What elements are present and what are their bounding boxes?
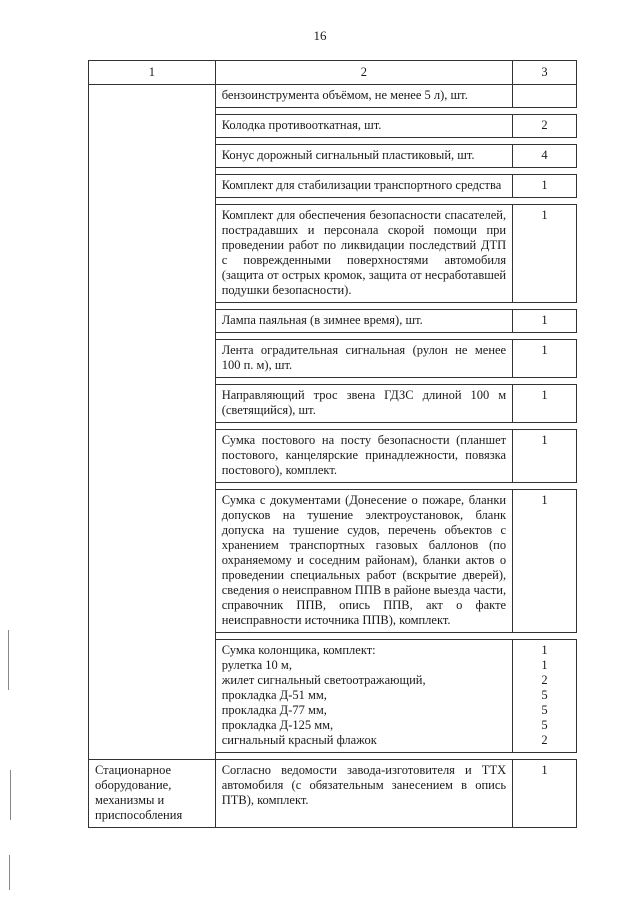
row-gap (215, 753, 512, 760)
row-gap (513, 423, 577, 430)
item-cell: Комплект для стабилизации транспортного средства (215, 175, 512, 198)
column-header-3: 3 (513, 61, 577, 85)
row-gap (215, 138, 512, 145)
row-gap (513, 303, 577, 310)
item-cell: Колодка противооткатная, шт. (215, 115, 512, 138)
equipment-table (88, 60, 577, 828)
qty-cell: 1 (513, 310, 577, 333)
row-gap (513, 378, 577, 385)
category-cell: Стационарное оборудование, механизмы и приспособления (89, 760, 216, 828)
kit-line: жилет сигнальный светоотражающий, (221, 673, 426, 687)
item-cell: Согласно ведомости завода-изготовителя и ТТХ автомобиля (с обязательным занесением в опись ПТВ), комплект. (215, 760, 512, 828)
row-gap (513, 753, 577, 760)
row-gap (513, 108, 577, 115)
margin-mark (8, 630, 9, 690)
row-gap (513, 198, 577, 205)
page-number: 16 (313, 28, 327, 43)
kit-qty-cell (513, 640, 577, 753)
row-gap (215, 108, 512, 115)
kit-qty: 5 (541, 718, 548, 732)
item-cell: бензоинструмента объёмом, не менее 5 л), шт. (215, 85, 512, 108)
row-gap (215, 168, 512, 175)
row-gap (215, 198, 512, 205)
row-gap (215, 423, 512, 430)
row-gap (215, 378, 512, 385)
qty-cell: 1 (513, 205, 577, 303)
row-gap (513, 333, 577, 340)
qty-cell: 1 (513, 175, 577, 198)
kit-qty: 2 (541, 733, 548, 747)
qty-cell: 1 (513, 430, 577, 483)
item-cell: Лента оградительная сигнальная (рулон не менее 100 п. м), шт. (215, 340, 512, 378)
row-gap (513, 633, 577, 640)
qty-cell (513, 85, 577, 108)
qty-cell: 1 (513, 340, 577, 378)
row-gap (215, 633, 512, 640)
row-gap (513, 168, 577, 175)
qty-cell: 1 (513, 385, 577, 423)
kit-line: сигнальный красный флажок (221, 733, 377, 747)
kit-qty: 1 (541, 643, 548, 657)
qty-cell: 1 (513, 490, 577, 633)
kit-item-cell (215, 640, 512, 753)
row-gap (215, 483, 512, 490)
column-header-2: 2 (215, 61, 512, 85)
kit-line: прокладка Д-51 мм, (221, 688, 327, 702)
kit-qty: 1 (541, 658, 548, 672)
item-cell: Конус дорожный сигнальный пластиковый, шт. (215, 145, 512, 168)
margin-mark (10, 770, 11, 820)
row-gap (215, 333, 512, 340)
qty-cell: 1 (513, 760, 577, 828)
item-cell: Лампа паяльная (в зимнее время), шт. (215, 310, 512, 333)
column-header-1: 1 (89, 61, 216, 85)
kit-line: прокладка Д-125 мм, (221, 718, 334, 732)
kit-line: прокладка Д-77 мм, (221, 703, 327, 717)
qty-cell: 4 (513, 145, 577, 168)
item-cell: Направляющий трос звена ГДЗС длиной 100 м (светящийся), шт. (215, 385, 512, 423)
item-cell: Сумка постового на посту безопасности (планшет постового, канцелярские принадлежности, повязка постового), комплект. (215, 430, 512, 483)
row-gap (513, 483, 577, 490)
kit-qty: 5 (541, 703, 548, 717)
kit-qty: 2 (541, 673, 548, 687)
item-cell: Сумка с документами (Донесение о пожаре, бланки допусков на тушение электроустановок, бланк допуска на тушение судов, перечень объектов с хранением транспортных газовых баллонов (по охраняемому и соседним районам), бланки актов о проведении специальных работ (вскрытие дверей), сведения о неисправном ППВ в районе выезда части, справочник ППВ, опись ППВ, акт о факте неисправности источника ППВ), комплект. (215, 490, 512, 633)
table-header-row (89, 61, 577, 85)
qty-cell: 2 (513, 115, 577, 138)
item-cell: Комплект для обеспечения безопасности спасателей, пострадавших и персонала скорой помощи при проведении работ по ликвидации последствий ДТП с поврежденными поверхностями автомобиля (защита от острых кромок, защита от несработавшей подушки безопасности). (215, 205, 512, 303)
kit-line: Сумка колонщика, комплект: (221, 643, 376, 657)
row-gap (215, 303, 512, 310)
kit-line: рулетка 10 м, (221, 658, 292, 672)
category-cell-empty (89, 85, 216, 760)
kit-qty: 5 (541, 688, 548, 702)
margin-mark (9, 855, 10, 890)
table-row (89, 760, 577, 828)
row-gap (513, 138, 577, 145)
table-row (89, 85, 577, 108)
